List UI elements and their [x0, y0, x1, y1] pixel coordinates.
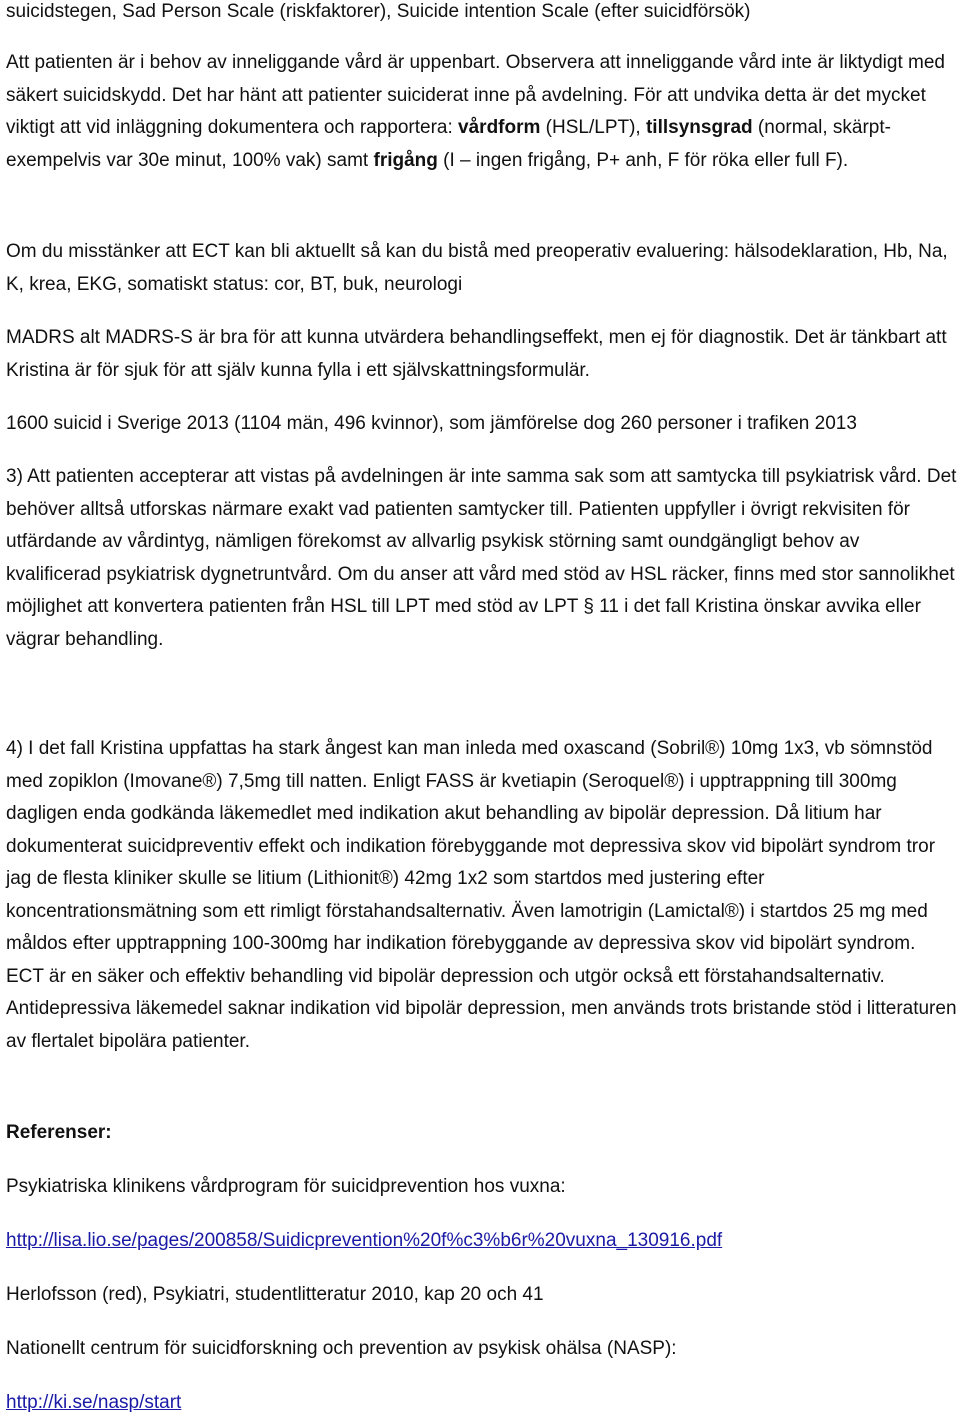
- paragraph-ect: [6, 236, 958, 301]
- ect-text: Om du misstänker att ECT kan bli aktuellt så kan du bistå med preoperativ evaluering: hälsodeklaration, Hb, Na, K, krea, EKG, somatiskt status: cor, BT, buk, neurologi: [6, 241, 948, 295]
- paragraph-3: [6, 461, 958, 656]
- reference-1-link-line: [6, 1225, 958, 1258]
- madrs-text: MADRS alt MADRS-S är bra för att kunna utvärdera behandlingseffekt, men ej för diagnostik. Det är tänkbart att Kristina är för sjuk för att själv kunna fylla i ett självskattningsformulär.: [6, 327, 947, 381]
- reference-1: [6, 1171, 958, 1204]
- paragraph-scales: [6, 0, 958, 29]
- inpatient-care-text: Att patienten är i behov av inneliggande vård är uppenbart. Observera att inneliggande vård inte är liktydigt med säkert suicidskydd. Det har hänt att patienter suiciderat inne på avdelning. För att undvika detta är det mycket viktigt att vid inläggning dokumentera och rapportera: vårdform (HSL/LPT), tillsynsgrad (normal, skärpt- exempelvis var 30e minut, 100% vak) samt frigång (I – ingen frigång, P+ anh, F för röka eller full F).: [6, 52, 945, 171]
- reference-1-text: Psykiatriska klinikens vårdprogram för suicidprevention hos vuxna:: [6, 1176, 566, 1197]
- reference-1-link[interactable]: http://lisa.lio.se/pages/200858/Suidicprevention%20f%c3%b6r%20vuxna_130916.pdf: [6, 1230, 723, 1251]
- reference-3-link-row: [6, 1387, 958, 1420]
- reference-3-link[interactable]: http://ki.se/nasp/start: [6, 1392, 182, 1413]
- references-section: [6, 1117, 958, 1150]
- scales-line: suicidstegen, Sad Person Scale (riskfaktorer), Suicide intention Scale (efter suicidförsök): [6, 1, 751, 22]
- bold-tillsynsgrad: tillsynsgrad: [645, 117, 753, 138]
- paragraph-madrs: [6, 322, 958, 387]
- reference-2: [6, 1279, 958, 1312]
- suicide-stats-text: 1600 suicid i Sverige 2013 (1104 män, 496 kvinnor), som jämförelse dog 260 personer i trafiken 2013: [6, 413, 857, 434]
- paragraph-4: [6, 733, 958, 1058]
- reference-3-text: Nationellt centrum för suicidforskning och prevention av psykisk ohälsa (NASP):: [6, 1338, 677, 1359]
- references-heading: Referenser:: [6, 1122, 112, 1143]
- reference-3: [6, 1333, 958, 1366]
- paragraph-suicide-stats: [6, 408, 958, 441]
- paragraph-4-text: 4) I det fall Kristina uppfattas ha stark ångest kan man inleda med oxascand (Sobril®) 10mg 1x3, vb sömnstöd med zopiklon (Imovane®) 7,5mg till natten. Enligt FASS är kvetiapin (Seroquel®) i upptrappning till 300mg dagligen enda godkända läkemedlet med indikation akut behandling av bipolär depression. Då litium har dokumenterat suicidpreventiv effekt och indikation förebyggande mot depressiva skov vid bipolärt syndrom tror jag de flesta kliniker skulle se litium (Lithionit®) 42mg 1x2 som startdos med justering efter koncentrationsmätning som ett rimligt förstahandsalternativ. Även lamotrigin (Lamictal®) i startdos 25 mg med måldos efter upptrappning 100-300mg har indikation förebyggande av depressiva skov vid bipolärt syndrom. ECT är en säker och effektiv behandling vid bipolär depression och utgör också ett förstahandsalternativ. Antidepressiva läkemedel saknar indikation vid bipolär depression, men används trots bristande stöd i litteraturen av flertalet bipolära patienter.: [6, 738, 957, 1052]
- paragraph-3-text: 3) Att patienten accepterar att vistas på avdelningen är inte samma sak som att samtycka till psykiatrisk vård. Det behöver alltså utforskas närmare exakt vad patienten samtycker till. Patienten uppfyller i övrigt rekvisiten för utfärdande av vårdintyg, nämligen förekomst av allvarlig psykisk störning samt oundgängligt behov av kvalificerad psykiatrisk dygnetruntvård. Om du anser att vård med stöd av HSL räcker, finns med stor sannolikhet möjlighet att konvertera patienten från HSL till LPT med stöd av LPT § 11 i det fall Kristina önskar avvika eller vägrar behandling.: [6, 466, 957, 650]
- bold-frigang: frigång: [373, 149, 438, 171]
- bold-vardform: vårdform: [458, 117, 541, 138]
- reference-3-link-line: [6, 1387, 958, 1420]
- reference-2-text: Herlofsson (red), Psykiatri, studentlitteratur 2010, kap 20 och 41: [6, 1284, 544, 1305]
- reference-1-link-row: [6, 1225, 958, 1258]
- paragraph-inpatient-care: [6, 47, 958, 177]
